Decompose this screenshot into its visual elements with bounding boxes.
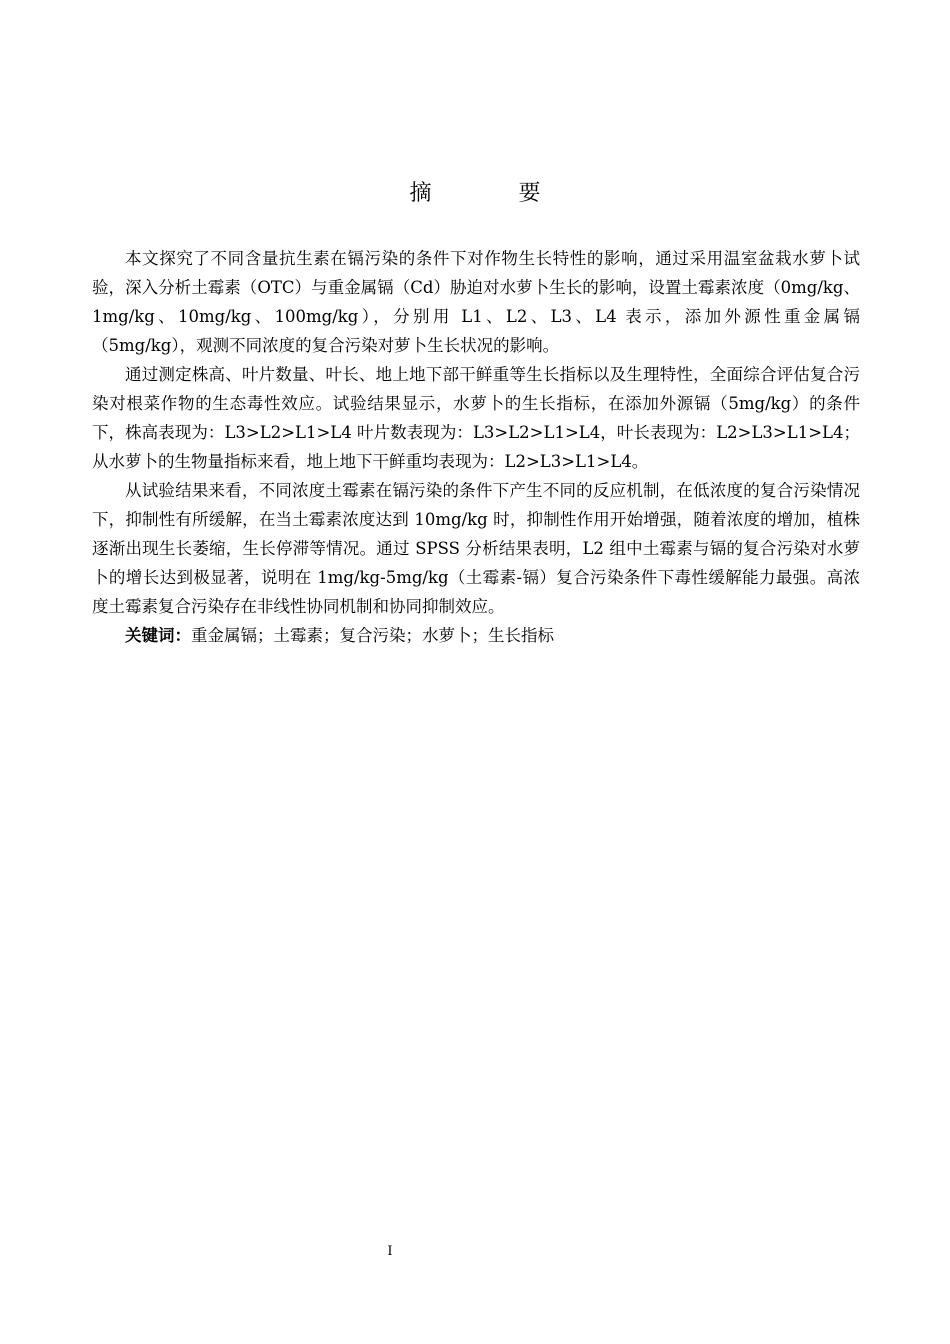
keywords-label: 关键词： (125, 626, 191, 645)
abstract-paragraph-3: 从试验结果来看，不同浓度土霉素在镉污染的条件下产生不同的反应机制，在低浓度的复合污染情况下，抑制性有所缓解，在当土霉素浓度达到 10mg/kg 时，抑制性作用开始增强，随着浓度的增加，植株逐渐出现生长萎缩，生长停滞等情况。通过 SPSS 分析结果表明，L2 组中土霉素与镉的复合污染对水萝卜的增长达到极显著，说明在 1mg/kg-5mg/kg（土霉素-镉）复合污染条件下毒性缓解能力最强。高浓度土霉素复合污染存在非线性协同机制和协同抑制效应。 (92, 481, 860, 616)
page-title: 摘 要 (409, 181, 581, 206)
page-number: I (387, 1244, 393, 1259)
abstract-paragraph-1: 本文探究了不同含量抗生素在镉污染的条件下对作物生长特性的影响，通过采用温室盆栽水萝卜试验，深入分析土霉素（OTC）与重金属镉（Cd）胁迫对水萝卜生长的影响，设置土霉素浓度（0mg/kg、1mg/kg、10mg/kg、100mg/kg），分别用 L1、L2、L3、L4 表示，添加外源性重金属镉（5mg/kg），观测不同浓度的复合污染对萝卜生长状况的影响。 (92, 249, 860, 355)
abstract-body (92, 244, 860, 650)
abstract-paragraph-2: 通过测定株高、叶片数量、叶长、地上地下部干鲜重等生长指标以及生理特性，全面综合评估复合污染对根菜作物的生态毒性效应。试验结果显示，水萝卜的生长指标，在添加外源镉（5mg/kg）的条件下，株高表现为：L3>L2>L1>L4 叶片数表现为：L3>L2>L1>L4，叶长表现为：L2>L3>L1>L4；从水萝卜的生物量指标来看，地上地下干鲜重均表现为：L2>L3>L1>L4。 (92, 365, 860, 471)
keywords-line (92, 621, 860, 650)
keywords-text: 重金属镉；土霉素；复合污染；水萝卜；生长指标 (191, 626, 554, 645)
